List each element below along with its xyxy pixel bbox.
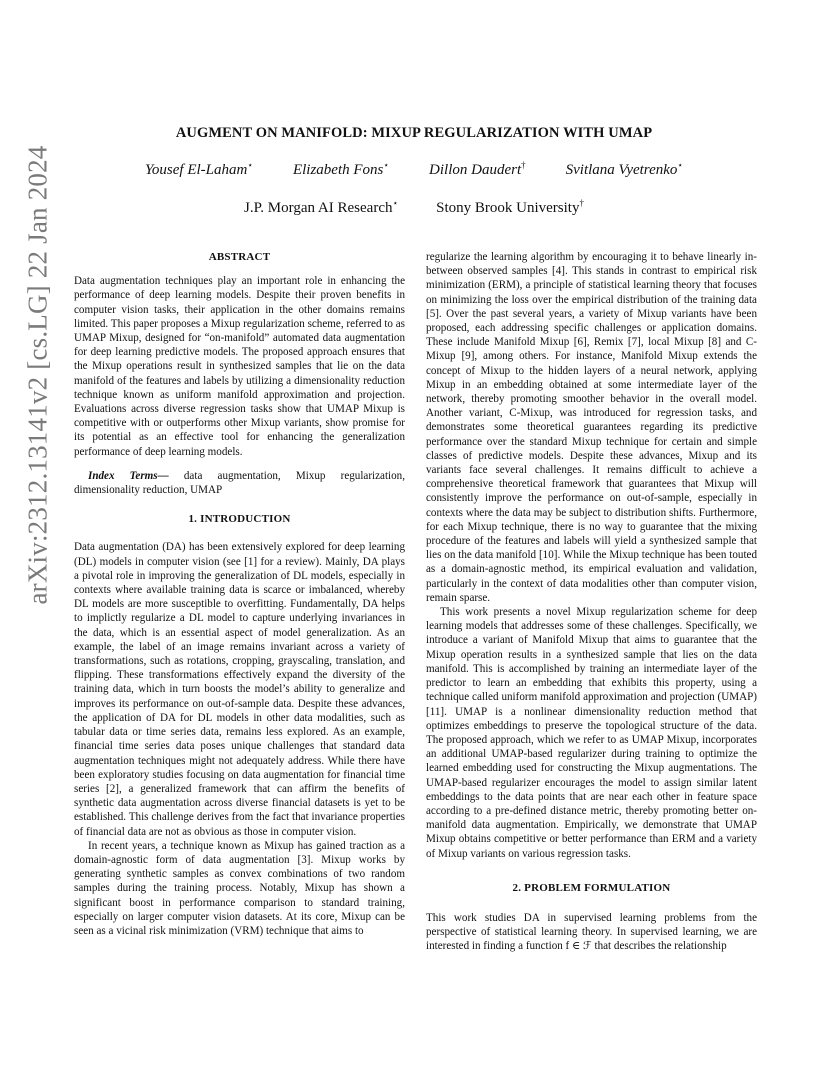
introduction-heading: 1. INTRODUCTION [188,513,291,526]
author-2: Elizabeth Fons⋆ [292,160,390,178]
affiliation-list [0,198,828,217]
abstract-text: Data augmentation techniques play an important role in enhancing the performance of deep learning models. Despite their proven benefits in computer vision tasks, their application in the other domains remains limited. This paper proposes a Mixup regularization scheme, referred to as UMAP Mixup, designed for “on-manifold” automated data augmentation for deep learning predictive models. The proposed approach ensures that the Mixup operations result in synthesized samples that lie on the data manifold of the features and labels by utilizing a dimensionality reduction technique known as uniform manifold approximation and projection. Evaluations across diverse regression tasks show that UMAP Mixup is competitive with or outperforms other Mixup variants, show promise for its potential as an effective tool for enhancing the generalization performance of deep learning models. [74,275,405,458]
intro-paragraph-1: Data augmentation (DA) has been extensively explored for deep learning (DL) models in computer vision (see [1] for a review). Mainly, DA plays a pivotal role in improving the generalization of DL models, especially in contexts where available training data is scarce or imbalanced, whereby DL models are more susceptible to overfitting. Fundamentally, DA helps to implictly regularize a DL model to capture underlying invariances in the data, which is an essential aspect of model generalization. As an example, the label of an image remains invariant across a variety of transformations, such as rotations, cropping, grayscaling, translation, and flipping. These transformations effectively expand the diversity of the training data, which in turn boosts the model’s ability to generalize and improves its performance on out-of-sample data. Despite these advances, the application of DA for DL models in other data modalities, such as tabular data or time series data, remains less explored. As an example, financial time series data poses unique challenges that standard data augmentation techniques might not adequately address. While there have been exploratory studies focusing on data augmentation for financial time series [2], a generalized framework that can affirm the benefits of synthetic data augmentation across diverse financial datasets is yet to be established. This challenge derives from the fact that invariance properties of financial data are not as obvious as those in computer vision. [74,541,405,838]
author-3: Dillon Daudert† [429,160,526,178]
index-terms [74,469,405,497]
author-list [0,160,828,179]
right-column [426,250,757,954]
affiliation-2: Stony Brook University† [436,198,584,216]
abstract-heading: ABSTRACT [208,251,271,263]
intro-paragraph-3: regularize the learning algorithm by encouraging it to behave linearly in-between observed samples [4]. This stands in contrast to empirical risk minimization (ERM), a principle of statistical learning theory that focuses on minimizing the loss over the empirical distribution of the training data [5]. Over the past several years, a variety of Mixup variants have been proposed, each addressing specific challenges or application domains. These include Manifold Mixup [6], Remix [7], local Mixup [8] and C-Mixup [9], among others. For instance, Manifold Mixup extends the concept of Mixup to the hidden layers of a neural network, applying Mixup in an embedding obtained at some intermediate layer of the network, thereby promoting smoother behavior in the overall model. Another variant, C-Mixup, was introduced for regression tasks, and demonstrates some theoretical guarantees regarding its predictive performance over the standard Mixup technique for certain and simple classes of predictive models. Despite these advances, Mixup and its variants face several challenges. It remains difficult to achieve a comprehensive theoretical framework that guarantees that Mixup will consistently improve the performance on out-of-sample, especially in contexts where the data may be subject to distribution shifts. Furthermore, for each Mixup technique, there is no way to guarantee that the mixing procedure of the features and labels will yield a synthesized sample that lies on the data manifold [10]. While the Mixup technique has been touted as a domain-agnostic method, its empirical evaluation and validation, particularly in the context of data modalities other than computer vision, remain sparse. [426,251,757,604]
affiliation-1: J.P. Morgan AI Research⋆ [244,198,399,216]
problem-formulation-paragraph: This work studies DA in supervised learning problems from the perspective of statistical learning theory. In supervised learning, we are interested in finding a function f ∈ ℱ that describes the relationship [426,911,757,953]
problem-formulation-heading: 2. PROBLEM FORMULATION [512,881,671,894]
paper-title: AUGMENT ON MANIFOLD: MIXUP REGULARIZATION WITH UMAP [175,125,653,141]
author-1: Yousef El-Laham⋆ [144,160,253,178]
left-column [74,250,405,938]
index-terms-text: data augmentation, Mixup regularization, dimensionality reduction, UMAP [74,469,405,497]
intro-paragraph-4: This work presents a novel Mixup regularization scheme for deep learning models that addresses some of these challenges. Specifically, we introduce a variant of Manifold Mixup that aims to guarantee that the Mixup operation results in a synthesized sample that lies on the data manifold. This is accomplished by training an intermediate layer of the predictor to learn an embedding that exhibits this property, using a technique called uniform manifold approximation and projection (UMAP) [11]. UMAP is a nonlinear dimensionality reduction method that optimizes embeddings to preserve the topological structure of the data. The proposed approach, which we refer to as UMAP Mixup, incorporates an additional UMAP-based regularizer during training to optimize the learned embedding used for constructing the Mixup augmentations. The UMAP-based regularizer encourages the model to assign similar latent embeddings to the data points that are near each other in feature space according to a pre-defined distance metric, thereby promoting better on-manifold data augmentation. Empirically, we demonstrate that UMAP Mixup obtains competitive or better performance than ERM and a variety of Mixup variants on various regression tasks. [426,606,757,860]
index-terms-label: Index Terms— [88,469,169,482]
intro-paragraph-2: In recent years, a technique known as Mixup has gained traction as a domain-agnostic form of data augmentation [3]. Mixup works by generating synthetic samples as convex combinations of two random samples during the training process. Notably, Mixup has shown a significant boost in performance comparison to standard training, especially on larger computer vision datasets. At its core, Mixup can be seen as a vicinal risk minimization (VRM) technique that aims to [74,839,405,937]
author-4: Svitlana Vyetrenko⋆ [565,160,684,178]
arxiv-id-text: arXiv:2312.13141v2 [cs.LG] 22 Jan 2024 [22,145,53,605]
